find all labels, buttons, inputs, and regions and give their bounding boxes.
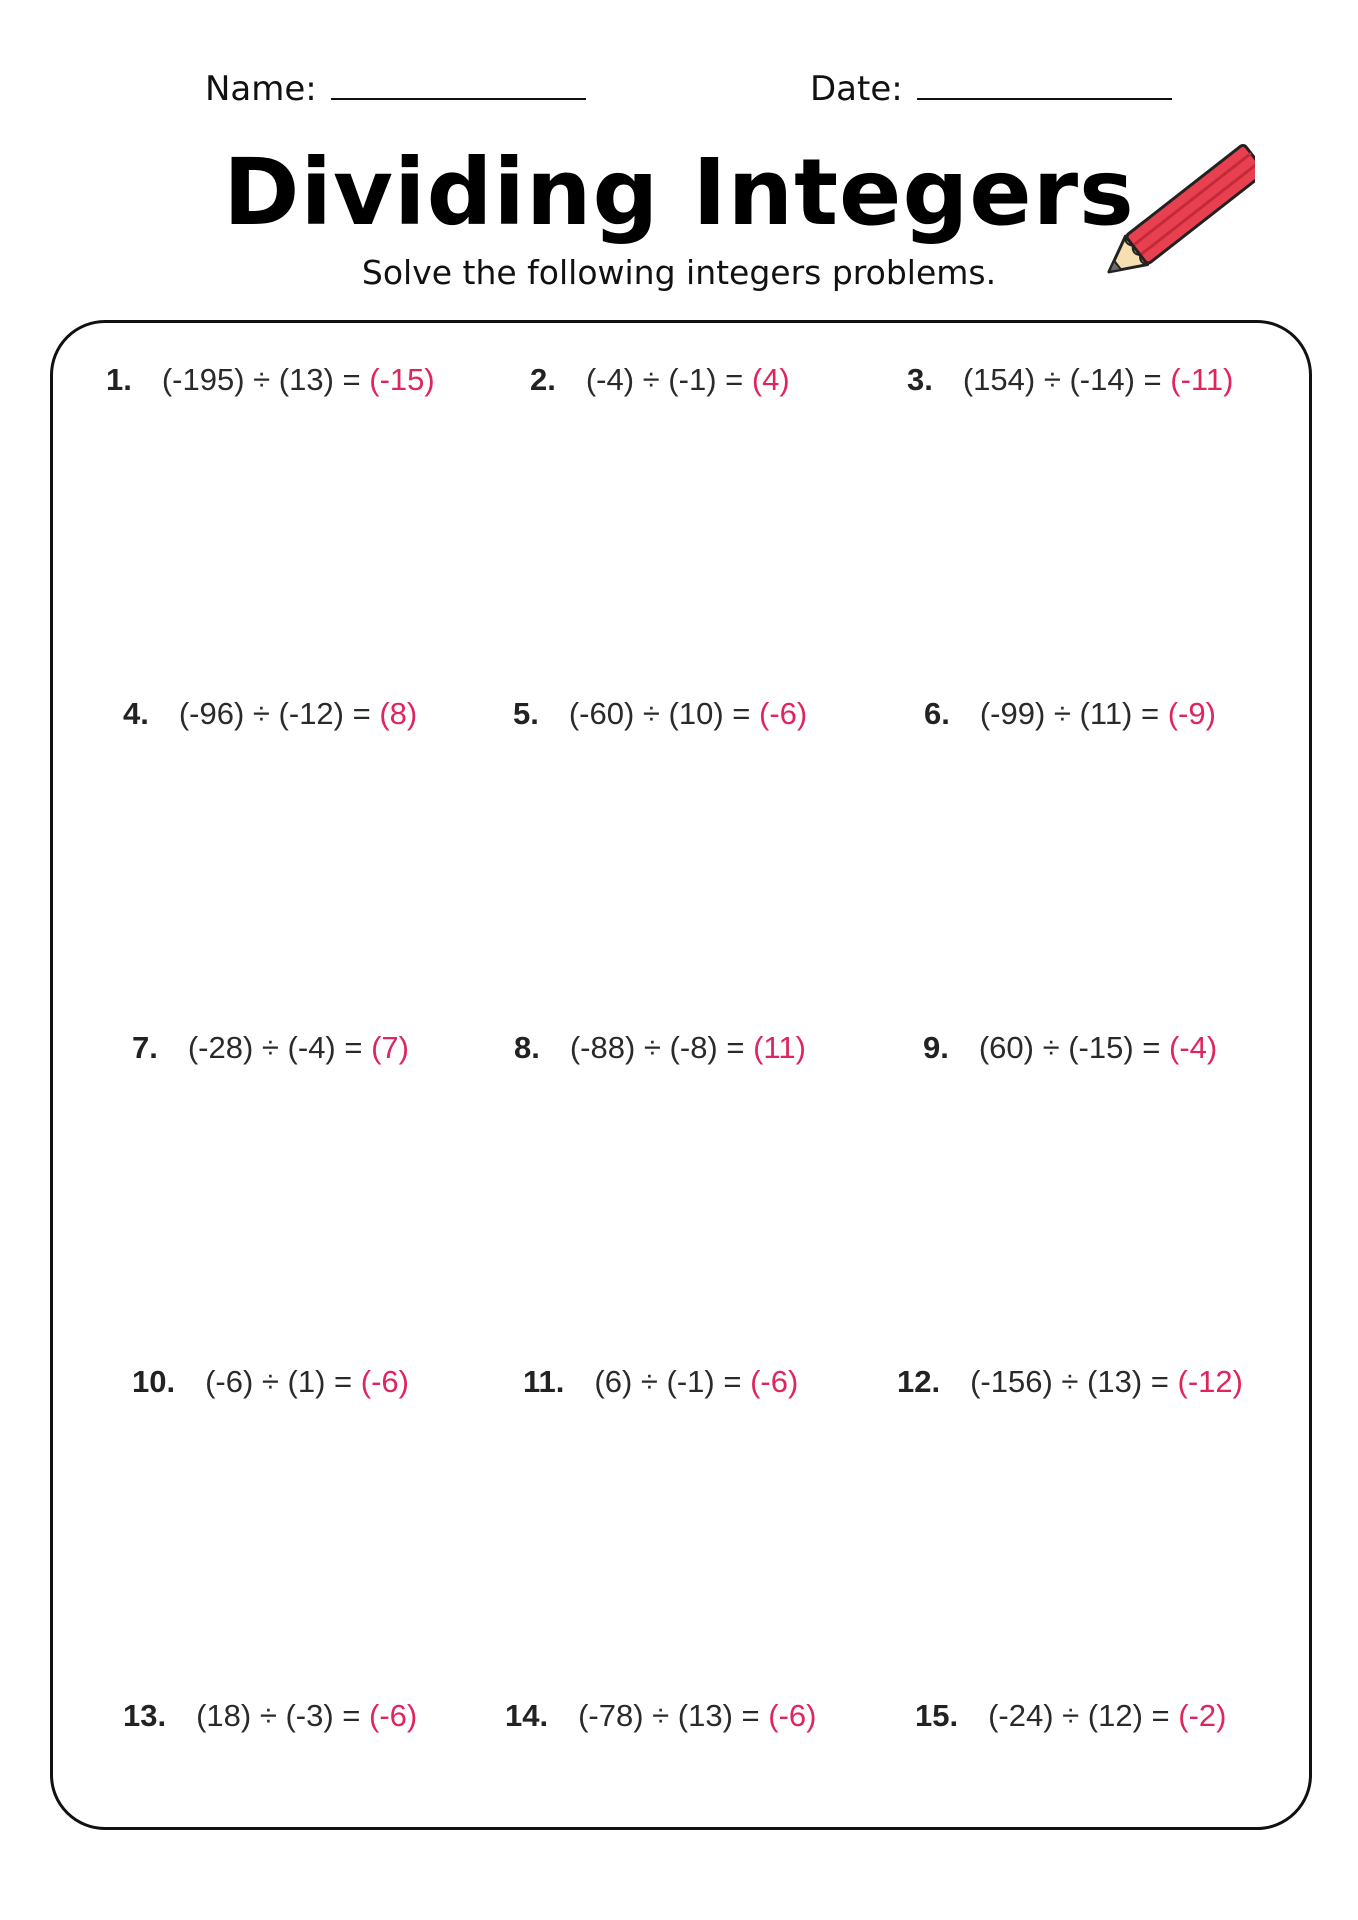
problem-number: 2.: [530, 362, 556, 397]
problem-number: 14.: [505, 1698, 549, 1733]
problem-number: 1.: [106, 362, 132, 397]
problem-number: 4.: [123, 696, 149, 731]
problem-13: [123, 1698, 417, 1734]
problem-7: [132, 1030, 409, 1066]
problem-answer: (8): [379, 696, 418, 731]
problem-expression: (-156) ÷ (13) =: [970, 1364, 1178, 1399]
problem-14: [505, 1698, 816, 1734]
name-label: Name:: [205, 69, 317, 109]
problem-answer: (-6): [750, 1364, 799, 1399]
problem-answer: (-6): [369, 1698, 418, 1733]
problem-expression: (-28) ÷ (-4) =: [187, 1030, 372, 1065]
problem-number: 9.: [923, 1030, 949, 1065]
problem-number: 3.: [907, 362, 933, 397]
problem-expression: (-78) ÷ (13) =: [578, 1698, 769, 1733]
problem-6: [924, 696, 1216, 732]
problem-number: 7.: [132, 1030, 158, 1065]
problem-answer: (-15): [369, 362, 435, 397]
problem-2: [530, 362, 790, 398]
problem-number: 8.: [514, 1030, 540, 1065]
problem-15: [915, 1698, 1226, 1734]
problem-number: 5.: [513, 696, 539, 731]
problem-3: [907, 362, 1233, 398]
name-blank-line[interactable]: [331, 68, 586, 100]
problem-expression: (6) ÷ (-1) =: [594, 1364, 751, 1399]
problem-10: [132, 1364, 409, 1400]
problem-answer: (-2): [1178, 1698, 1227, 1733]
problem-expression: (-99) ÷ (11) =: [979, 696, 1168, 731]
problem-answer: (-6): [360, 1364, 409, 1399]
problem-number: 13.: [123, 1698, 167, 1733]
problem-number: 11.: [523, 1364, 565, 1399]
problem-answer: (-4): [1169, 1030, 1218, 1065]
problem-11: [523, 1364, 798, 1400]
problem-number: 10.: [132, 1364, 176, 1399]
problem-number: 12.: [897, 1364, 941, 1399]
problem-answer: (-12): [1177, 1364, 1243, 1399]
problem-expression: (-4) ÷ (-1) =: [585, 362, 752, 397]
problem-12: [897, 1364, 1243, 1400]
problem-expression: (-6) ÷ (1) =: [205, 1364, 361, 1399]
instructions-subtitle: Solve the following integers problems.: [361, 253, 997, 292]
problem-answer: (-11): [1170, 362, 1234, 397]
problem-answer: (7): [371, 1030, 409, 1065]
problem-expression: (60) ÷ (-15) =: [978, 1030, 1170, 1065]
date-label: Date:: [810, 69, 903, 109]
date-field[interactable]: [810, 68, 1172, 109]
problem-number: 6.: [924, 696, 950, 731]
problem-answer: (-6): [768, 1698, 817, 1733]
problem-expression: (-195) ÷ (13) =: [161, 362, 370, 397]
problem-answer: (4): [751, 362, 790, 397]
problem-answer: (-9): [1167, 696, 1216, 731]
problem-expression: (-60) ÷ (10) =: [568, 696, 760, 731]
date-blank-line[interactable]: [917, 68, 1172, 100]
problem-number: 15.: [915, 1698, 959, 1733]
problem-answer: (11): [753, 1030, 806, 1065]
problem-expression: (-24) ÷ (12) =: [988, 1698, 1179, 1733]
problem-1: [106, 362, 435, 398]
problem-9: [923, 1030, 1217, 1066]
problem-8: [514, 1030, 806, 1066]
problem-expression: (-88) ÷ (-8) =: [569, 1030, 754, 1065]
problem-5: [513, 696, 807, 732]
problem-answer: (-6): [759, 696, 808, 731]
problem-expression: (-96) ÷ (-12) =: [178, 696, 380, 731]
pencil-icon: [1075, 135, 1255, 300]
problem-expression: (154) ÷ (-14) =: [962, 362, 1171, 397]
problem-expression: (18) ÷ (-3) =: [196, 1698, 370, 1733]
problem-4: [123, 696, 417, 732]
name-field[interactable]: [205, 68, 586, 109]
page-title: Dividing Integers: [223, 139, 1135, 246]
problems-box: [50, 320, 1312, 1830]
